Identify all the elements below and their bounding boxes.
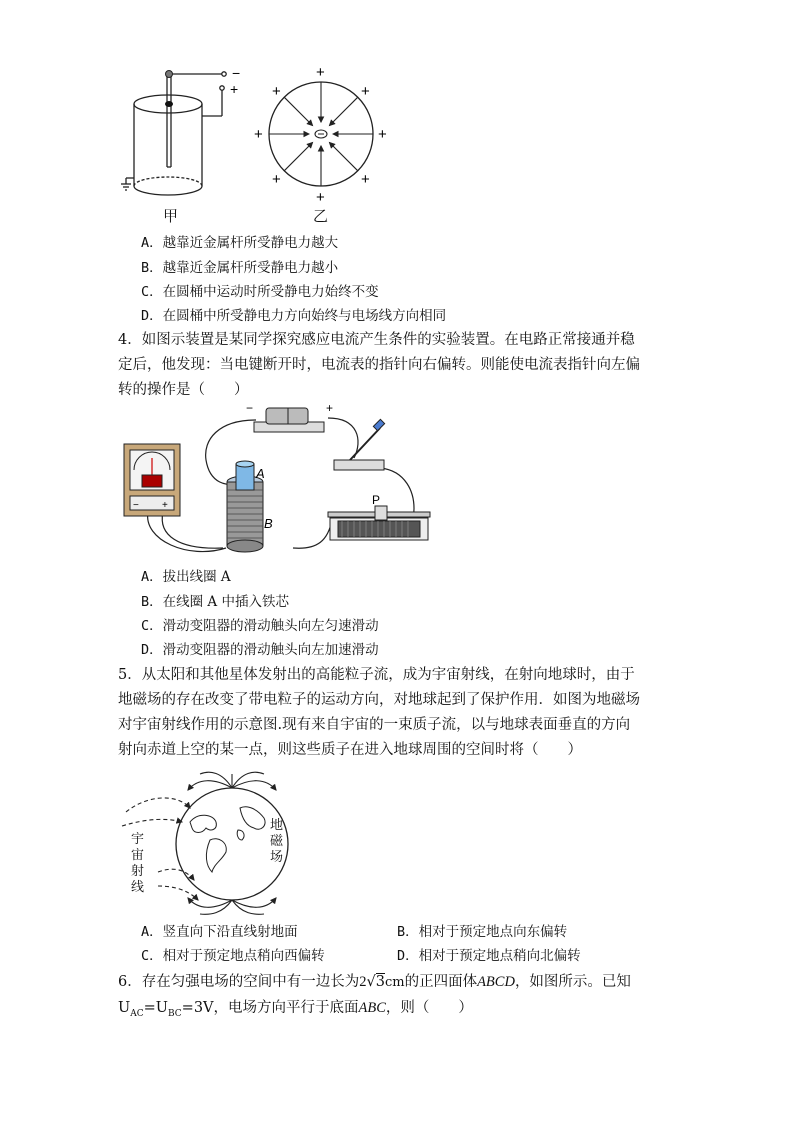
q4-option-c[interactable]: C．滑动变阻器的滑动触头向左匀速滑动 xyxy=(141,618,379,634)
q5-stem-line-1: 5．从太阳和其他星体发射出的高能粒子流，成为宇宙射线，在射向地球时，由于 xyxy=(118,667,635,683)
jia-minus-terminal: − xyxy=(232,65,241,81)
q3-option-b[interactable]: B．越靠近金属杆所受静电力越小 xyxy=(141,260,339,276)
q5-option-a[interactable]: A．竖直向下沿直线射地面 xyxy=(141,924,298,940)
q4-stem-line-3: 转的操作是（ ） xyxy=(118,382,249,398)
yi-charge-right: + xyxy=(378,126,387,143)
q4-stem-line-1: 4．如图示装置是某同学探究感应电流产生条件的实验装置。在电路正常接通并稳 xyxy=(118,332,635,348)
meter-plus-label: + xyxy=(162,500,168,511)
jia-plus-terminal: + xyxy=(230,81,239,97)
q5-option-c[interactable]: C．相对于预定地点稍向西偏转 xyxy=(141,948,325,964)
yi-charge-bottomleft: + xyxy=(272,171,281,188)
yi-charge-top: + xyxy=(316,64,325,81)
geomagnetic-field-label: 地 磁 场 xyxy=(270,818,284,865)
q3-option-a[interactable]: A．越靠近金属杆所受静电力越大 xyxy=(141,235,339,251)
coil-b-label: B xyxy=(264,516,273,531)
cosmic-ray-label: 宇 宙 射 线 xyxy=(131,832,145,895)
figure-yi-label: 乙 xyxy=(313,207,329,225)
q5-stem-line-4: 射向赤道上空的某一点，则这些质子在进入地球周围的空间时将（ ） xyxy=(118,742,582,758)
q5-stem-line-2: 地磁场的存在改变了带电粒子的运动方向，对地球起到了保护作用．如图为地磁场 xyxy=(118,692,640,708)
q5-option-b[interactable]: B．相对于预定地点向东偏转 xyxy=(397,924,568,940)
battery-plus-label: + xyxy=(326,401,334,415)
coil-a-label: A xyxy=(256,466,265,481)
figure-q4-induction-apparatus xyxy=(118,400,438,565)
figure-yi-radial-field xyxy=(250,62,395,207)
yi-charge-topleft: + xyxy=(272,83,281,100)
q6-stem-line-1: 6．存在匀强电场的空间中有一边长为2√3cm的正四面体ABCD，如图所示。已知 xyxy=(118,974,631,990)
q4-stem-line-2: 定后，他发现：当电键断开时，电流表的指针向右偏转。则能使电流表指针向左偏 xyxy=(118,357,640,373)
q5-option-d[interactable]: D．相对于预定地点稍向北偏转 xyxy=(397,948,581,964)
q3-option-c[interactable]: C．在圆桶中运动时所受静电力始终不变 xyxy=(141,284,379,300)
figure-jia-cylinder xyxy=(118,62,258,202)
yi-charge-bottom: + xyxy=(316,189,325,206)
q4-option-b[interactable]: B．在线圈 A 中插入铁芯 xyxy=(141,594,289,610)
yi-charge-left: + xyxy=(254,126,263,143)
meter-minus-label: − xyxy=(133,500,139,511)
yi-charge-bottomright: + xyxy=(361,171,370,188)
q4-option-d[interactable]: D．滑动变阻器的滑动触头向左加速滑动 xyxy=(141,642,379,658)
q3-option-d[interactable]: D．在圆桶中所受静电力方向始终与电场线方向相同 xyxy=(141,308,447,324)
battery-minus-label: − xyxy=(246,401,254,415)
q5-stem-line-3: 对宇宙射线作用的示意图.现有来自宇宙的一束质子流，以与地球表面垂直的方向 xyxy=(118,717,631,733)
yi-charge-topright: + xyxy=(361,83,370,100)
q4-option-a[interactable]: A．拔出线圈 A xyxy=(141,569,231,585)
q6-stem-line-2: $U_{AC}=U_{BC}=3V$，电场方向平行于底面ABC，则（ ） xyxy=(118,1000,473,1019)
figure-jia-label: 甲 xyxy=(163,207,179,225)
sqrt-symbol: √ xyxy=(366,974,376,990)
rheostat-p-label: P xyxy=(372,493,381,507)
